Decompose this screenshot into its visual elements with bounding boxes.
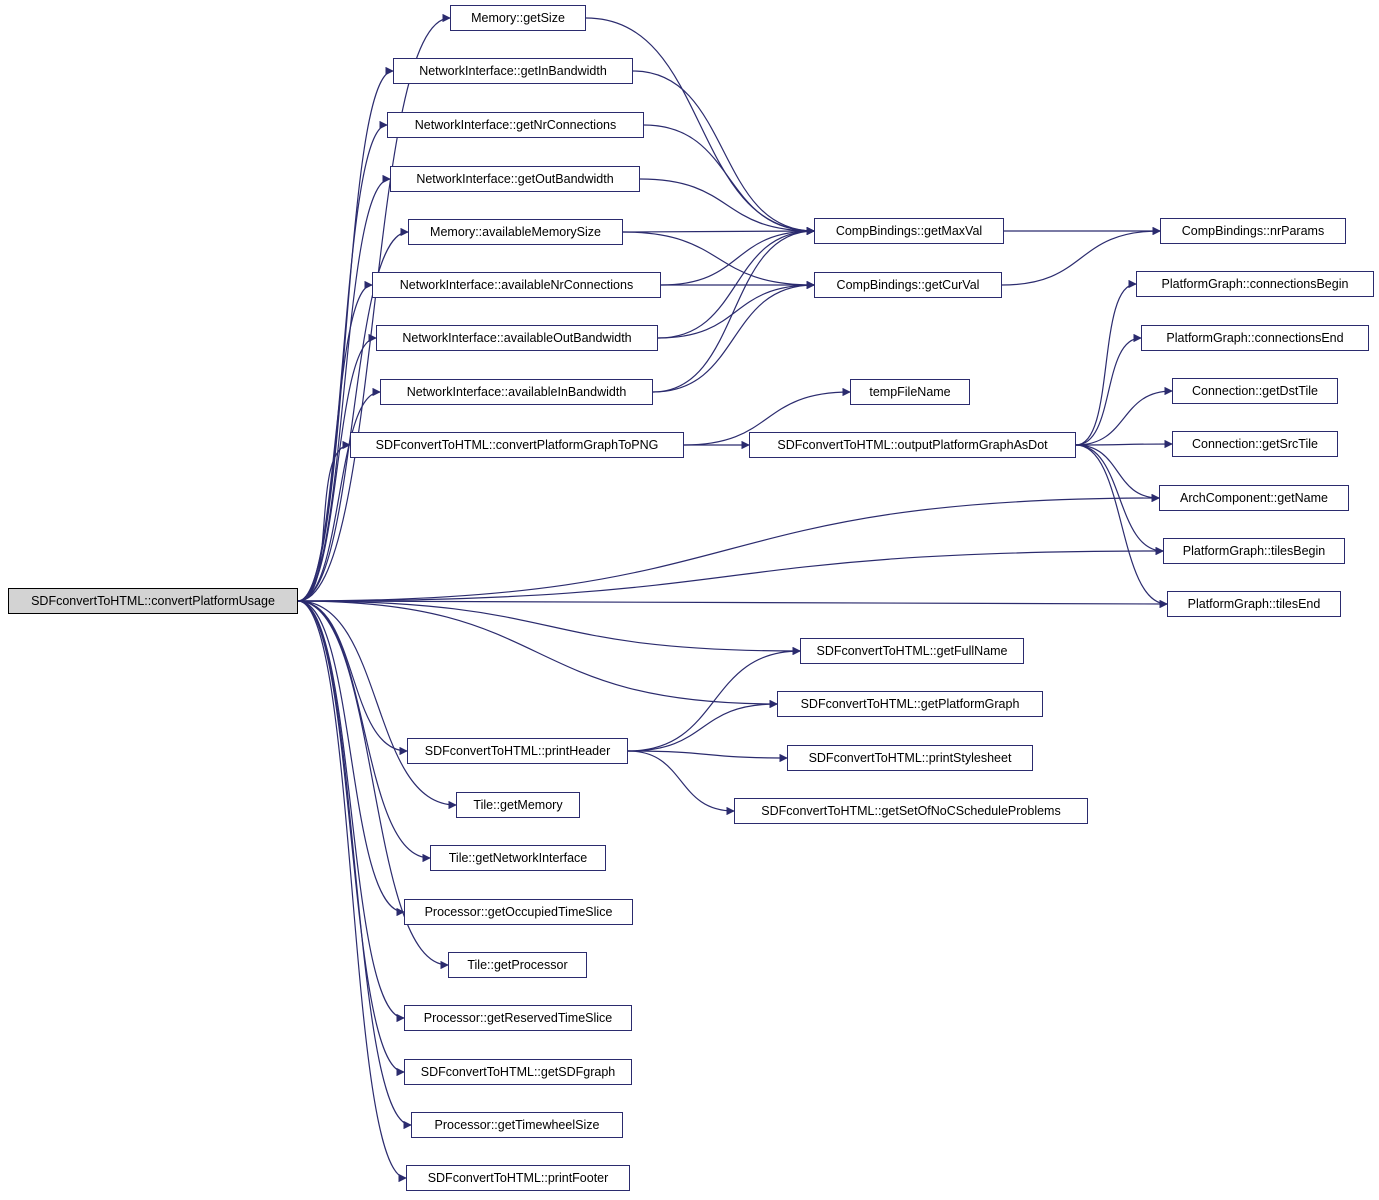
graph-node[interactable]: NetworkInterface::getNrConnections <box>387 112 644 138</box>
graph-edge <box>1076 391 1172 445</box>
graph-edge <box>633 71 814 231</box>
graph-node[interactable]: CompBindings::getMaxVal <box>814 218 1004 244</box>
graph-node[interactable]: Tile::getProcessor <box>448 952 587 978</box>
graph-node[interactable]: Processor::getOccupiedTimeSlice <box>404 899 633 925</box>
graph-edge <box>298 498 1159 601</box>
graph-node[interactable]: PlatformGraph::connectionsBegin <box>1136 271 1374 297</box>
graph-edge <box>653 285 814 392</box>
graph-edge <box>658 231 814 338</box>
graph-node[interactable]: PlatformGraph::tilesBegin <box>1163 538 1345 564</box>
graph-edge <box>298 18 450 601</box>
graph-edge <box>298 392 380 601</box>
graph-edge <box>298 125 387 601</box>
graph-node[interactable]: NetworkInterface::availableNrConnections <box>372 272 661 298</box>
graph-edge <box>1076 445 1167 604</box>
graph-node[interactable]: SDFconvertToHTML::getSetOfNoCScheduleProblems <box>734 798 1088 824</box>
graph-edge <box>298 601 404 1018</box>
graph-node[interactable]: Processor::getTimewheelSize <box>411 1112 623 1138</box>
graph-edge <box>298 601 456 805</box>
graph-node[interactable]: Processor::getReservedTimeSlice <box>404 1005 632 1031</box>
graph-node-root[interactable]: SDFconvertToHTML::convertPlatformUsage <box>8 588 298 614</box>
graph-edge <box>298 601 404 912</box>
graph-edge <box>298 601 1167 604</box>
graph-edge <box>1076 445 1163 551</box>
graph-node[interactable]: CompBindings::getCurVal <box>814 272 1002 298</box>
graph-node[interactable]: SDFconvertToHTML::getPlatformGraph <box>777 691 1043 717</box>
graph-edge <box>1076 338 1141 445</box>
graph-node[interactable]: PlatformGraph::connectionsEnd <box>1141 325 1369 351</box>
graph-edge <box>628 704 777 751</box>
graph-edge <box>298 551 1163 601</box>
graph-edge <box>628 651 800 751</box>
graph-edge <box>298 601 800 651</box>
graph-node[interactable]: SDFconvertToHTML::printHeader <box>407 738 628 764</box>
graph-edge <box>661 231 814 285</box>
graph-node[interactable]: SDFconvertToHTML::getSDFgraph <box>404 1059 632 1085</box>
graph-node[interactable]: ArchComponent::getName <box>1159 485 1349 511</box>
graph-edge <box>1076 444 1172 445</box>
graph-edge <box>298 338 376 601</box>
graph-edge <box>298 601 404 1072</box>
graph-node[interactable]: Connection::getDstTile <box>1172 378 1338 404</box>
graph-node[interactable]: Memory::getSize <box>450 5 586 31</box>
graph-node[interactable]: SDFconvertToHTML::printFooter <box>406 1165 630 1191</box>
graph-node[interactable]: SDFconvertToHTML::getFullName <box>800 638 1024 664</box>
graph-node[interactable]: SDFconvertToHTML::printStylesheet <box>787 745 1033 771</box>
graph-edge <box>298 179 390 601</box>
graph-node[interactable]: NetworkInterface::getInBandwidth <box>393 58 633 84</box>
graph-edge <box>298 601 430 858</box>
graph-node[interactable]: Tile::getNetworkInterface <box>430 845 606 871</box>
graph-edge <box>628 751 734 811</box>
graph-edge <box>298 445 350 601</box>
graph-node[interactable]: NetworkInterface::availableOutBandwidth <box>376 325 658 351</box>
graph-node[interactable]: PlatformGraph::tilesEnd <box>1167 591 1341 617</box>
graph-edge <box>628 751 787 758</box>
graph-node[interactable]: Connection::getSrcTile <box>1172 431 1338 457</box>
graph-edge <box>658 285 814 338</box>
graph-edge <box>298 601 411 1125</box>
graph-edge <box>640 179 814 231</box>
graph-edge <box>1076 445 1159 498</box>
graph-node[interactable]: Memory::availableMemorySize <box>408 219 623 245</box>
graph-node[interactable]: NetworkInterface::getOutBandwidth <box>390 166 640 192</box>
graph-node[interactable]: NetworkInterface::availableInBandwidth <box>380 379 653 405</box>
graph-node[interactable]: CompBindings::nrParams <box>1160 218 1346 244</box>
graph-edge <box>298 601 406 1178</box>
graph-node[interactable]: Tile::getMemory <box>456 792 580 818</box>
graph-edge <box>1076 284 1136 445</box>
graph-edge <box>623 231 814 232</box>
graph-edge <box>653 231 814 392</box>
graph-edge <box>644 125 814 231</box>
graph-node[interactable]: tempFileName <box>850 379 970 405</box>
graph-node[interactable]: SDFconvertToHTML::outputPlatformGraphAsDot <box>749 432 1076 458</box>
graph-edge <box>298 601 407 751</box>
graph-edge <box>298 601 777 704</box>
graph-node[interactable]: SDFconvertToHTML::convertPlatformGraphToPNG <box>350 432 684 458</box>
